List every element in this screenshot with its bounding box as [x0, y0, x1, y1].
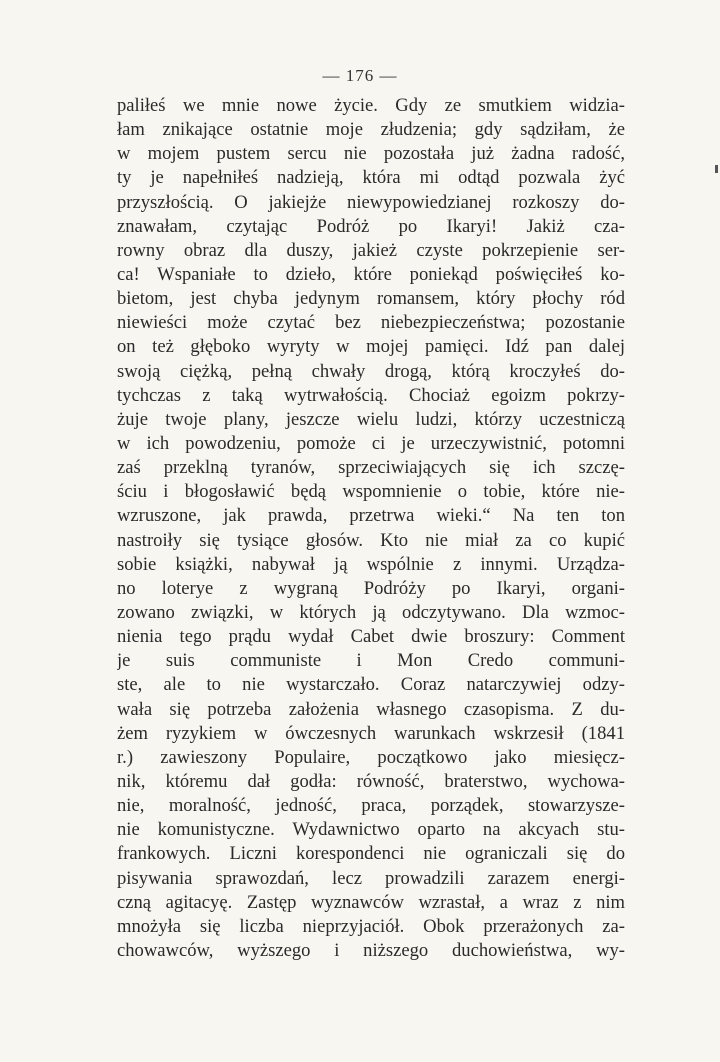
- text-line: nie, moralność, jedność, praca, porządek, stowarzysze-: [117, 795, 625, 817]
- text-line: frankowych. Liczni korespondenci nie ograniczali się do: [117, 843, 625, 865]
- text-line: swoją ciężką, pełną chwały drogą, którą kroczyłeś do-: [117, 360, 625, 382]
- text-line: ty je napełniłeś nadzieją, która mi odtąd pozwala żyć: [117, 167, 625, 189]
- text-line: żuje twoje plany, jeszcze wielu ludzi, którzy uczestniczą: [117, 408, 625, 430]
- text-line: paliłeś we mnie nowe życie. Gdy ze smutkiem widzia-: [117, 95, 625, 116]
- text-line: łam znikające ostatnie moje złudzenia; gdy sądziłam, że: [117, 119, 625, 141]
- text-line: czną agitacyę. Zastęp wyznawców wzrastał, a wraz z nim: [117, 891, 625, 913]
- text-line: żem ryzykiem w ówczesnych warunkach wskrzesił (1841: [117, 722, 625, 744]
- text-line: ściu i błogosławić będą wspomnienie o tobie, które nie-: [117, 481, 625, 503]
- text-line: nienia tego prądu wydał Cabet dwie broszury: Comment: [117, 626, 625, 648]
- text-line: je suis communiste i Mon Credo communi-: [117, 650, 625, 672]
- page-number: — 176 —: [322, 66, 398, 85]
- text-line: ste, ale to nie wystarczało. Coraz natarczywiej odzy-: [117, 674, 625, 696]
- text-line: tychczas z taką wytrwałością. Chociaż egoizm pokrzy-: [117, 384, 625, 406]
- text-line: chowawców, wyższego i niższego duchowieństwa, wy-: [117, 939, 625, 961]
- text-line: no loterye z wygraną Podróży po Ikaryi, organi-: [117, 577, 625, 599]
- text-line: zowano związki, w których ją odczytywano. Dla wzmoc-: [117, 601, 625, 623]
- text-line: rowny obraz dla duszy, jakież czyste pokrzepienie ser-: [117, 239, 625, 261]
- text-line: zaś przeklną tyranów, sprzeciwiających się ich szczę-: [117, 457, 625, 479]
- text-line: w ich powodzeniu, pomoże ci je urzeczywistnić, potomni: [117, 432, 625, 454]
- text-line: nik, któremu dał godła: równość, braterstwo, wychowa-: [117, 770, 625, 792]
- text-line: pisywania sprawozdań, lecz prowadzili zarazem energi-: [117, 867, 625, 889]
- page-edge-mark: [715, 165, 718, 173]
- text-line: nastroiły się tysiące głosów. Kto nie miał za co kupić: [117, 529, 625, 551]
- text-line: w mojem pustem sercu nie pozostała już żadna radość,: [117, 143, 625, 165]
- body-text: [117, 94, 625, 963]
- text-line: mnożyła się liczba nieprzyjaciół. Obok przerażonych za-: [117, 915, 625, 937]
- text-line: niewieści może czytać bez niebezpieczeństwa; pozostanie: [117, 312, 625, 334]
- text-line: r.) zawieszony Populaire, początkowo jako miesięcz-: [117, 746, 625, 768]
- text-line: ca! Wspaniałe to dzieło, które poniekąd poświęciłeś ko-: [117, 263, 625, 285]
- text-line: przyszłością. O jakiejże niewypowiedzianej rozkoszy do-: [117, 191, 625, 213]
- text-line: wzruszone, jak prawda, przetrwa wieki.“ Na ten ton: [117, 505, 625, 527]
- text-line: on też głęboko wyryty w mojej pamięci. Idź pan dalej: [117, 336, 625, 358]
- text-line: nie komunistyczne. Wydawnictwo oparto na akcyach stu-: [117, 819, 625, 841]
- text-line: sobie książki, nabywał ją wspólnie z innymi. Urządza-: [117, 553, 625, 575]
- text-line: bietom, jest chyba jedynym romansem, który płochy ród: [117, 288, 625, 310]
- text-line: znawałam, czytając Podróż po Ikaryi! Jakiż cza-: [117, 215, 625, 237]
- text-line: wała się potrzeba założenia własnego czasopisma. Z du-: [117, 698, 625, 720]
